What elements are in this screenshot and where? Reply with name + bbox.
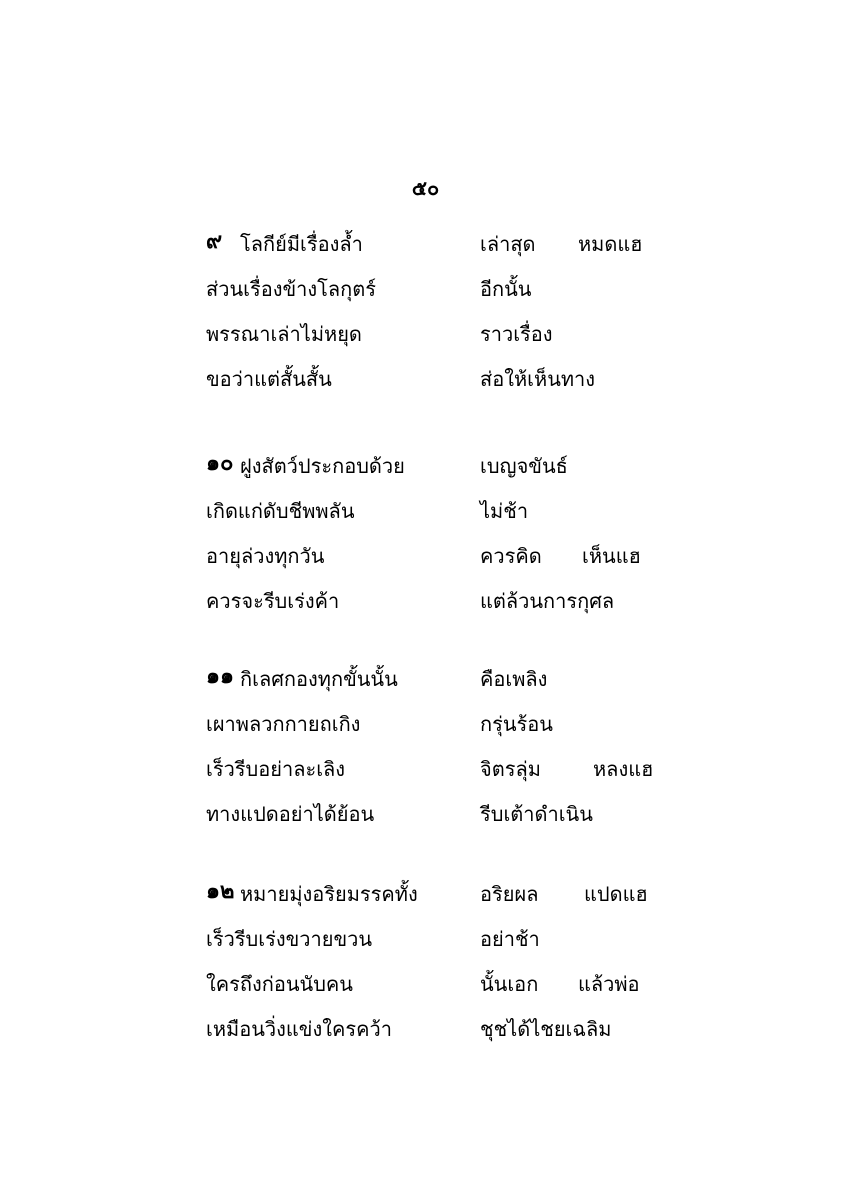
- stanza-number: ๑๐: [206, 451, 234, 476]
- verse-right: อริยผล: [480, 882, 539, 906]
- verse-left: หมายมุ่งอริยมรรคทั้ง: [240, 882, 418, 906]
- stanza-number: ๑๒: [206, 879, 235, 904]
- verse-right: ส่อให้เห็นทาง: [480, 367, 596, 391]
- verse-line: [0, 925, 851, 970]
- verse-line: [0, 230, 851, 275]
- verse-right: ชุชได้ไชยเฉลิม: [480, 1017, 612, 1041]
- verse-right: คือเพลิง: [480, 667, 548, 691]
- verse-line: [0, 970, 851, 1015]
- verse-left: เกิดแก่ดับชีพพลัน: [206, 499, 355, 523]
- verse-left: เผาพลวกกายถเกิง: [206, 712, 361, 736]
- stanza: [0, 665, 851, 845]
- verse-line: [0, 275, 851, 320]
- verse-right: กรุ่นร้อน: [480, 712, 553, 736]
- verse-line: [0, 320, 851, 365]
- verse-right-tail: หมดแฮ: [578, 232, 643, 256]
- verse-right-tail: แปดแฮ: [584, 882, 648, 906]
- stanza-number: ๑๑: [206, 664, 234, 689]
- verse-left: ควรจะรีบเร่งค้า: [206, 589, 340, 613]
- verse-left: เร็วรีบเร่งขวายขวน: [206, 927, 373, 951]
- verse-left: โลกีย์มีเรื่องล้ำ: [240, 232, 363, 256]
- verse-left: เร็วรีบอย่าละเลิง: [206, 757, 346, 781]
- verse-left: ส่วนเรื่องข้างโลกุตร์: [206, 277, 376, 301]
- verse-line: [0, 880, 851, 925]
- stanza: [0, 230, 851, 410]
- verse-line: [0, 452, 851, 497]
- verse-left: พรรณาเล่าไม่หยุด: [206, 322, 362, 346]
- verse-left: อายุล่วงทุกวัน: [206, 544, 325, 568]
- verse-right: แต่ล้วนการกุศล: [480, 589, 615, 613]
- verse-right: เล่าสุด: [480, 232, 536, 256]
- verse-right: จิตรลุ่ม: [480, 757, 541, 781]
- verse-right: เบญจขันธ์: [480, 454, 568, 478]
- verse-line: [0, 800, 851, 845]
- verse-left: ขอว่าแต่สั้นสั้น: [206, 367, 332, 391]
- page-number: ๕๐: [411, 176, 440, 200]
- verse-left: ฝูงสัตว์ประกอบด้วย: [240, 454, 405, 478]
- verse-line: [0, 1015, 851, 1060]
- verse-left: ใครถึงก่อนนับคน: [206, 972, 353, 996]
- verse-right: รีบเต้าดำเนิน: [480, 802, 593, 826]
- verse-right: ไม่ช้า: [480, 499, 529, 523]
- verse-right: นั้นเอก: [480, 972, 539, 996]
- verse-right: อีกนั้น: [480, 277, 532, 301]
- stanza: [0, 452, 851, 632]
- verse-right: ควรคิด: [480, 544, 542, 568]
- verse-left: ทางแปดอย่าได้ย้อน: [206, 802, 375, 826]
- verse-right-tail: เห็นแฮ: [582, 544, 641, 568]
- verse-left: เหมือนวิ่งแข่งใครคว้า: [206, 1017, 392, 1041]
- verse-line: [0, 665, 851, 710]
- verse-line: [0, 587, 851, 632]
- verse-line: [0, 497, 851, 542]
- verse-line: [0, 365, 851, 410]
- verse-right-tail: หลงแฮ: [593, 757, 654, 781]
- verse-line: [0, 755, 851, 800]
- stanza-number: ๙: [206, 229, 223, 254]
- verse-line: [0, 542, 851, 587]
- verse-right-tail: แล้วพ่อ: [578, 972, 640, 996]
- verse-right: ราวเรื่อง: [480, 322, 553, 346]
- stanza: [0, 880, 851, 1060]
- verse-line: [0, 710, 851, 755]
- verse-right: อย่าช้า: [480, 927, 540, 951]
- verse-left: กิเลศกองทุกขั้นนั้น: [240, 667, 398, 691]
